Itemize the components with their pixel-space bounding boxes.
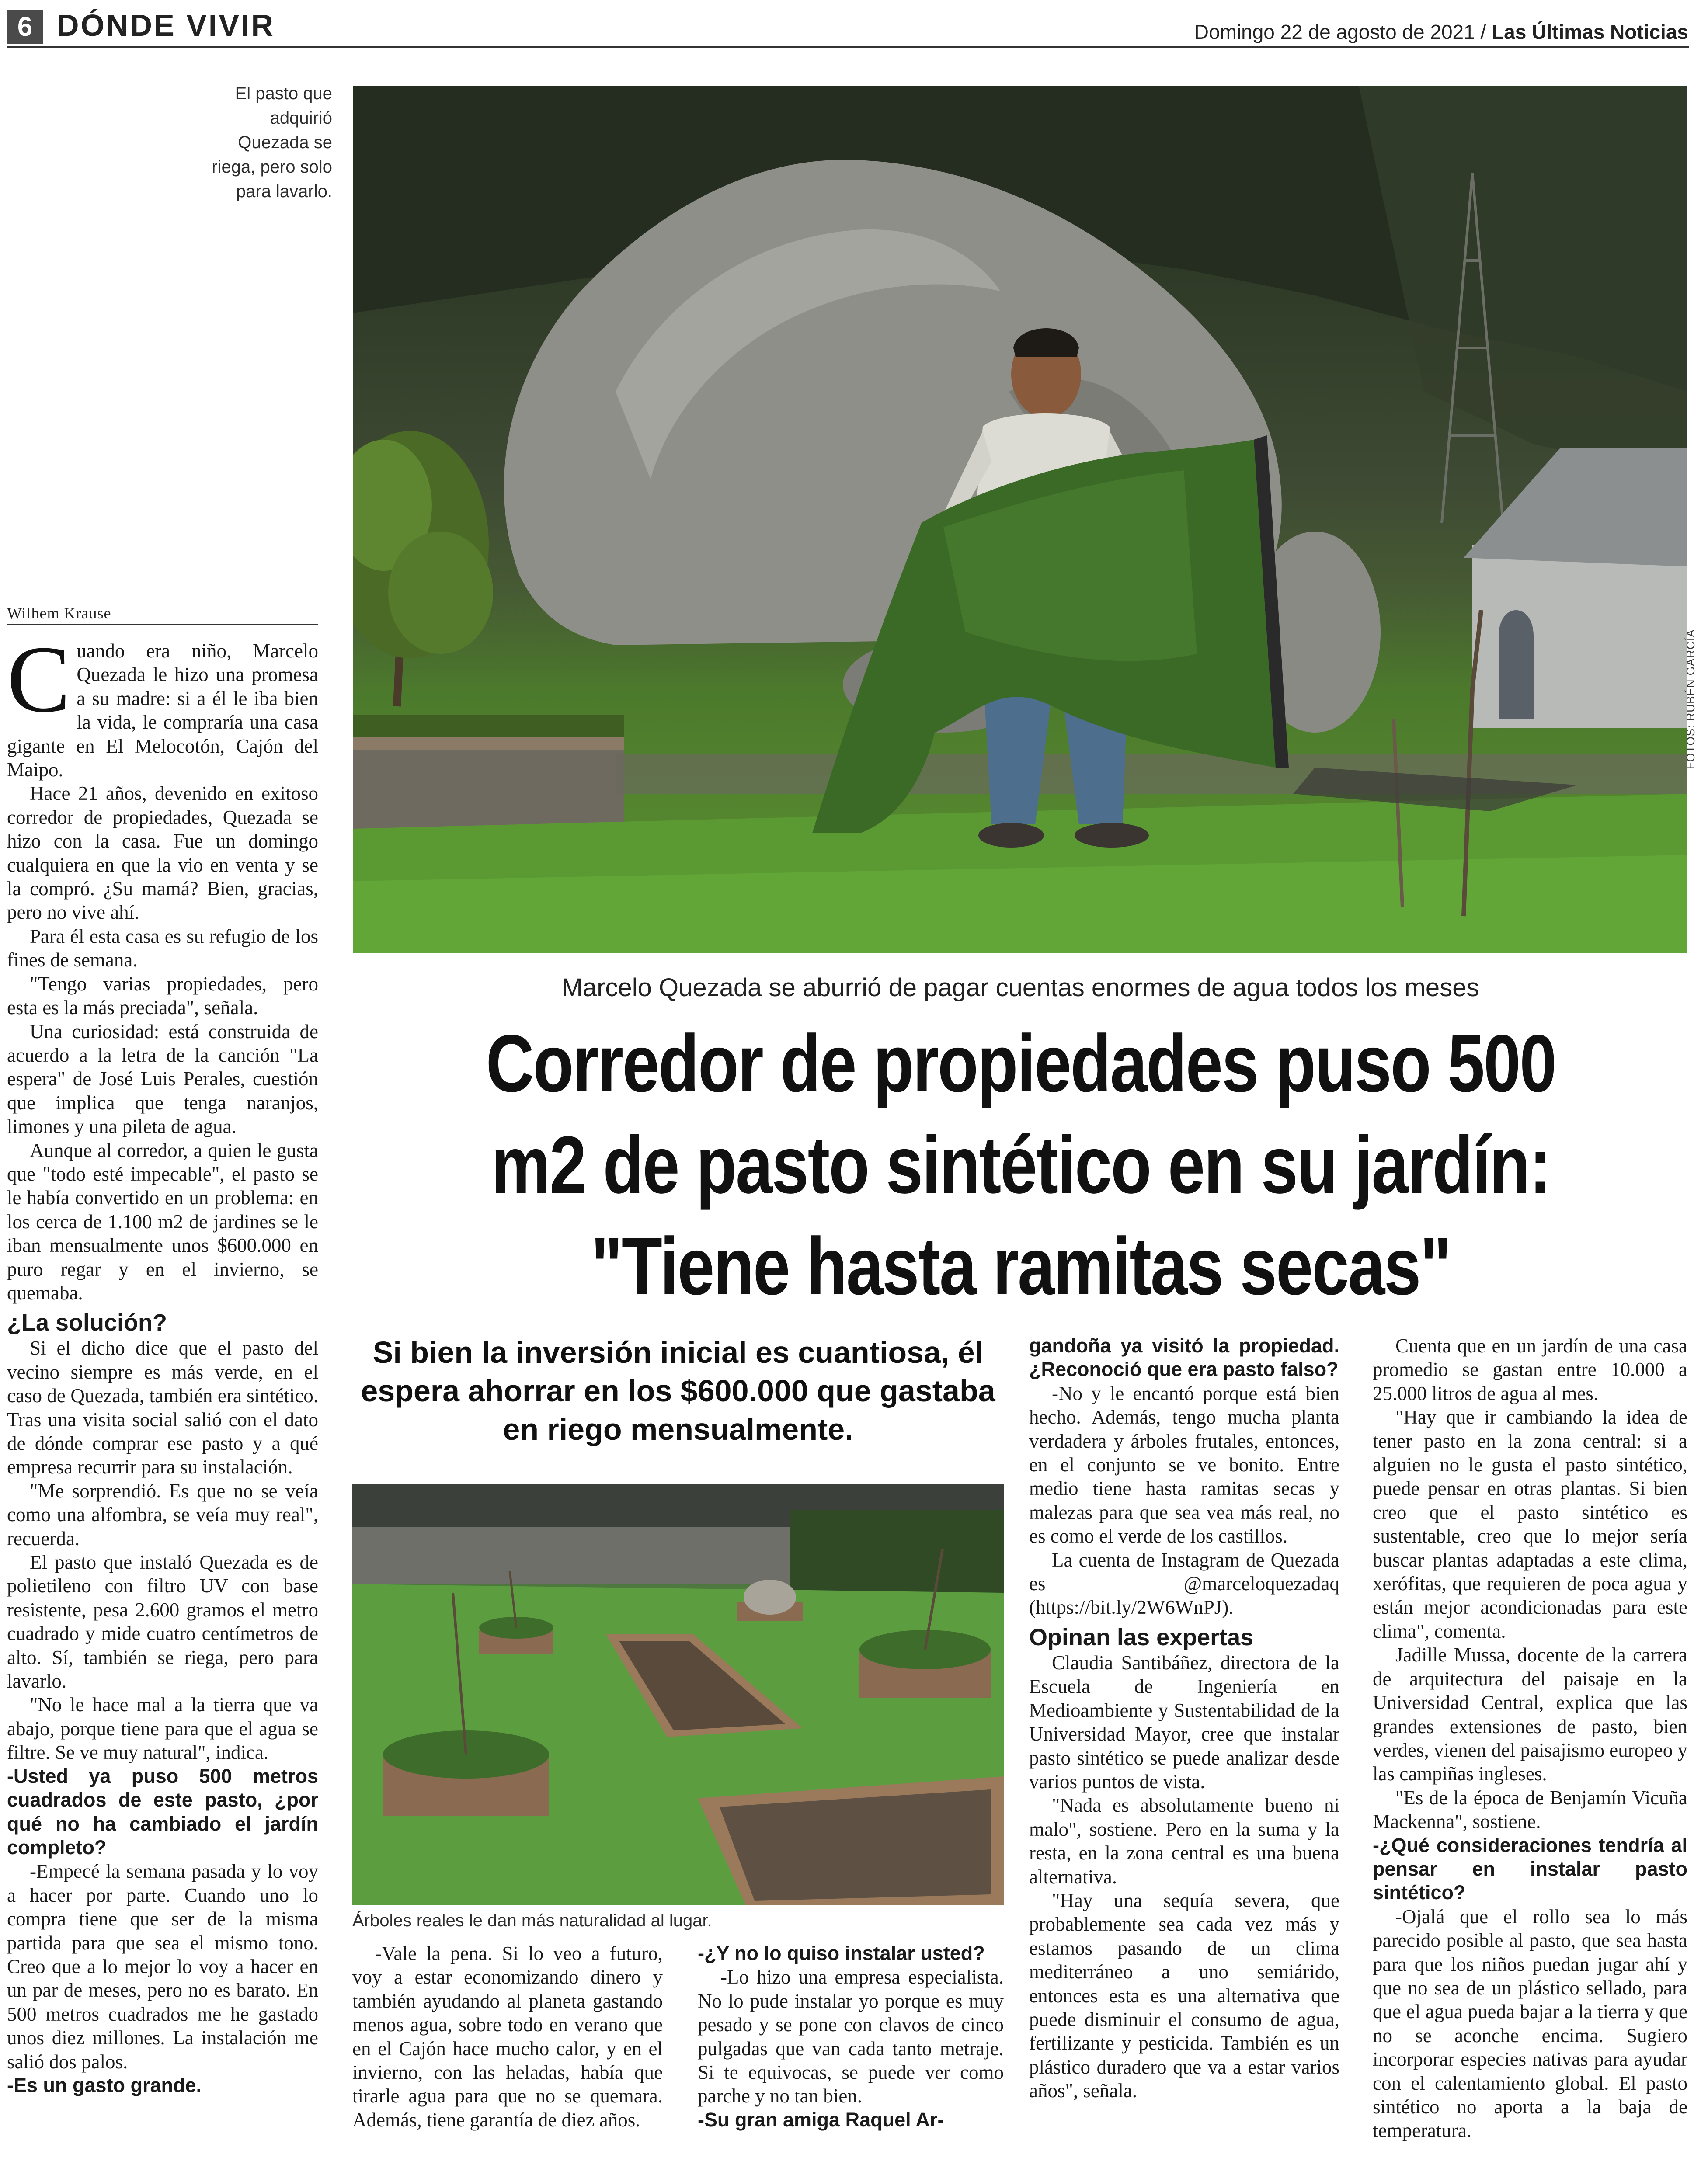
paragraph: "Hay que ir cambiando la idea de tener pasto en la zona central: si a alguien no le gusta el pasto sintético, puede pensar en otras plantas. Si bien creo que el pasto sintético es sustentable, creo que lo mejor sería buscar plantas adaptadas a este clima, xerófitas, que requieren de poca agua y están mejor acondicionadas para este clima", comenta. — [1373, 1406, 1687, 1642]
paragraph: El pasto que instaló Quezada es de polietileno con filtro UV con base resistente, pesa 2.600 gramos el metro cuadrado y mide cuatro centímetros de alto. Sí, también se riega, pero para lavarlo. — [7, 1551, 318, 1692]
subheading: ¿La solución? — [7, 1310, 167, 1336]
paragraph: Para él esta casa es su refugio de los fines de semana. — [7, 925, 318, 971]
paragraph: "Me sorprendió. Es que no se veía como una alfombra, se veía muy real", recuerda. — [7, 1480, 318, 1550]
article-column-3 — [698, 1942, 1004, 2132]
interview-question: -Es un gasto grande. — [7, 2074, 202, 2096]
paragraph: Una curiosidad: está construida de acuerdo a la letra de la canción "La espera" de José Luis Perales, cuestión que implica que tenga naranjos, limones y una pileta de agua. — [7, 1020, 318, 1138]
headline: Corredor de propiedades puso 500 m2 de pasto sintético en su jardín: "Tiene hasta ramitas secas" — [486, 1018, 1556, 1312]
paragraph: "Nada es absolutamente bueno ni malo", sostiene. Pero en la suma y la resta, en la zona central es una buena alternativa. — [1029, 1794, 1339, 1888]
paragraph: Cuando era niño, Marcelo Quezada le hizo una promesa a su madre: si a él le iba bien la vida, le compraría una casa gigante en El Melocotón, Cajón del Maipo. — [7, 627, 318, 781]
paragraph: "Hay una sequía severa, que probablemente sea cada vez más y estamos pasando de un clima mediterráneo a uno semiárido, entonces esta es una alternativa que puede disminuir el consumo de agua, fertilizante y pesticida. También es un plástico duradero que va a estar varios años", señala. — [1029, 1889, 1339, 2102]
paragraph: Cuenta que en un jardín de una casa promedio se gastan entre 10.000 a 25.000 litros de agua al mes. — [1373, 1335, 1687, 1404]
publication-name: Las Últimas Noticias — [1492, 21, 1688, 43]
paragraph: Aunque al corredor, a quien le gusta que "todo esté impecable", el pasto se le había convertido en un problema: en los cerca de 1.100 m2 de jardines se le iban mensualmente unos $600.000 en puro regar y en el invierno, se quemaba. — [7, 1139, 318, 1304]
author-byline: Wilhem Krause — [7, 605, 111, 622]
paragraph: -Empecé la semana pasada y lo voy a hacer por parte. Cuando uno lo compra tiene que ser de la misma partida para que sea el mismo tono. Creo que a lo mejor lo voy a hacer en un par de meses, pero no es barato. En 500 metros cuadrados me he gastado unos diez millones. La instalación me salió dos palos. — [7, 1860, 318, 2073]
page-number: 6 — [7, 10, 43, 44]
interview-question: -¿Y no lo quiso instalar usted? — [698, 1942, 985, 1964]
paragraph: -Vale la pena. Si lo veo a futuro, voy a estar economizando dinero y también ayudando al planeta gastando menos agua, sobre todo en verano que en el Cajón hace mucho calor, y en el invierno, con las heladas, había que tirarle agua para que no se quemara. Además, tiene garantía de diez años. — [352, 1942, 663, 2131]
main-photo — [353, 86, 1687, 953]
drop-cap: C — [7, 627, 71, 732]
date: Domingo 22 de agosto de 2021 / — [1194, 21, 1486, 43]
deck: Si bien la inversión inicial es cuantiosa, él espera ahorrar en los $600.000 que gastaba en riego mensualmente. — [361, 1335, 995, 1446]
paragraph: La cuenta de Instagram de Quezada es @marceloquezadaq (https://bit.ly/2W6WnPJ). — [1029, 1549, 1339, 1619]
paragraph: Hace 21 años, devenido en exitoso corredor de propiedades, Quezada se hizo con la casa. Fue un domingo cualquiera en que la vio en venta y se la compró. ¿Su mamá? Bien, gracias, pero no vive ahí. — [7, 782, 318, 924]
paragraph: -Ojalá que el rollo sea lo más parecido posible al pasto, que sea hasta para que los niños puedan jugar ahí y que no sea de un plástico sellado, para que el agua pueda bajar a la tierra y que no se aconche encima. Sugiero incorporar especies nativas para ayudar con el calentamiento global. El pasto sintético no aporta a la baja de temperatura. — [1373, 1905, 1687, 2142]
interview-question: -Su gran amiga Raquel Ar- — [698, 2108, 944, 2131]
paragraph: Si el dicho dice que el pasto del vecino siempre es más verde, en el caso de Quezada, también era sintético. Tras una visita social salió con el dato de dónde comprar ese pasto y a qué empresa recurrir para su instalación. — [7, 1337, 318, 1478]
kicker: Marcelo Quezada se aburrió de pagar cuentas enormes de agua todos los meses — [561, 973, 1479, 1002]
paragraph: "Es de la época de Benjamín Vicuña Mackenna", sostiene. — [1373, 1786, 1687, 1833]
dateline — [1194, 20, 1688, 44]
secondary-photo-illustration — [352, 1484, 1004, 1905]
article-column-2 — [352, 1942, 663, 2132]
subheading: Opinan las expertas — [1029, 1624, 1254, 1650]
paragraph: "No le hace mal a la tierra que va abajo, porque tiene para que el agua se filtre. Se ve muy natural", indica. — [7, 1694, 318, 1764]
photo-credit: FOTOS: RUBÉN GARCÍA — [1684, 629, 1697, 769]
byline-rule — [7, 624, 318, 625]
article-column-1 — [7, 627, 318, 2097]
interview-question: -Usted ya puso 500 metros cuadrados de este pasto, ¿por qué no ha cambiado el jardín completo? — [7, 1765, 318, 1859]
secondary-photo — [352, 1484, 1004, 1905]
paragraph: Claudia Santibáñez, directora de la Escuela de Ingeniería en Medioambiente y Sustentabilidad de la Universidad Mayor, cree que instalar pasto sintético se puede analizar desde varios puntos de vista. — [1029, 1651, 1339, 1793]
main-photo-caption: El pasto que adquirió Quezada se riega, pero solo para lavarlo. — [212, 84, 332, 201]
interview-question: gandoña ya visitó la propiedad. ¿Reconoció que era pasto falso? — [1029, 1334, 1339, 1381]
paragraph: Jadille Mussa, docente de la carrera de arquitectura del paisaje en la Universidad Central, explica que las grandes extensiones de pasto, bien verdes, vienen del paisajismo europeo y las campiñas ingleses. — [1373, 1644, 1687, 1785]
secondary-photo-caption: Árboles reales le dan más naturalidad al lugar. — [352, 1911, 712, 1930]
section-title: DÓNDE VIVIR — [57, 8, 275, 42]
paragraph: -No y le encantó porque está bien hecho. Además, tengo mucha planta verdadera y árboles frutales, entonces, en el conjunto se ve bonito. Entre medio tiene hasta ramitas secas y malezas para que sea vea más real, no es como el verde de los castillos. — [1029, 1382, 1339, 1547]
article-column-4 — [1029, 1334, 1339, 2103]
article-column-5 — [1373, 1334, 1687, 2143]
paragraph: "Tengo varias propiedades, pero esta es la más preciada", señala. — [7, 973, 318, 1019]
paragraph: -Lo hizo una empresa especialista. No lo pude instalar yo porque es muy pesado y se pone con clavos de cinco pulgadas que van cada tanto metraje. Si te equivocas, se puede ver como parche y no tan bien. — [698, 1966, 1004, 2107]
interview-question: -¿Qué consideraciones tendría al pensar en instalar pasto sintético? — [1373, 1834, 1687, 1904]
main-photo-illustration — [353, 86, 1687, 953]
header-rule — [7, 46, 1689, 48]
